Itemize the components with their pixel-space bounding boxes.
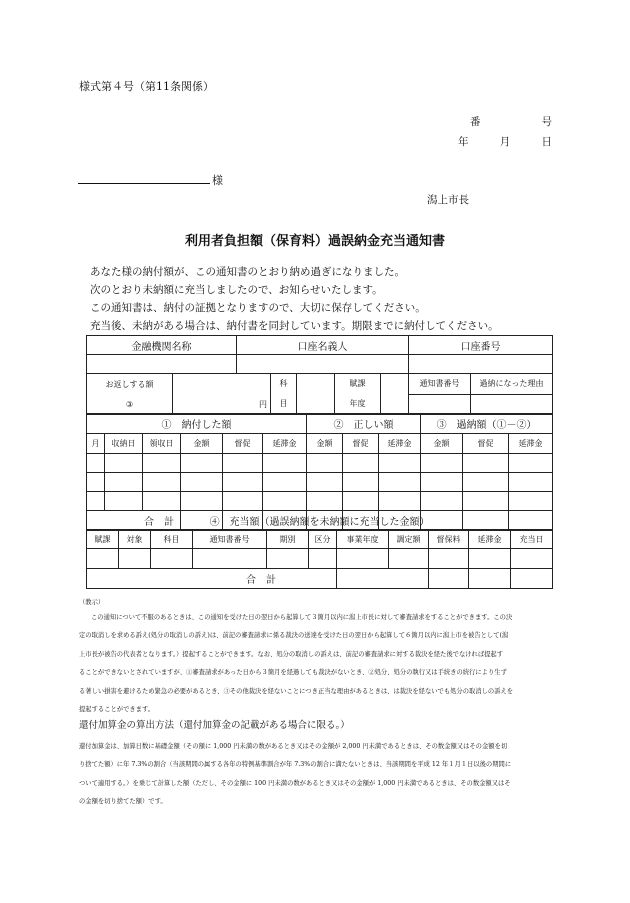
col-overpaid-amount: 金額	[421, 434, 463, 454]
subject-label	[271, 374, 297, 415]
overpaid-reason-cell	[471, 394, 553, 415]
appropriation-title: ④ 充当額（過誤納額を未納額に充当した金額）	[87, 511, 553, 531]
overpaid-reason-header: 過納になった理由	[471, 374, 553, 395]
body-line-2: 次のとおり未納額に充当しましたので、お知らせいたします。	[90, 284, 383, 296]
account-holder-cell	[237, 355, 409, 374]
fuka-label	[335, 374, 381, 415]
notice-number-header: 通知書番号	[409, 374, 471, 395]
account-number-header: 口座番号	[409, 336, 553, 355]
bank-name-header: 金融機関名称	[87, 336, 237, 355]
instruction-notes	[79, 597, 549, 719]
fuka-cell	[381, 374, 409, 415]
yen-label: 円	[259, 400, 267, 409]
col-category: 区分	[309, 531, 337, 549]
appropriation-table	[86, 510, 553, 589]
notes-line-1: この通知について不服のあるときは、この通知を受けた日の翌日から起算して３箇月以内に潟上市長に対して審査請求をすることができます。この決	[91, 614, 513, 621]
refund-circle-label: ③	[87, 394, 173, 415]
col-overpaid-late-fee: 延滞金	[509, 434, 553, 454]
interest-line-3: ついて適用する。）を乗じて計算した額（ただし、その金額に 100 円未満の数があるとき又はその金額が 1,000 円未満であるときは、その数金額又はそ	[79, 779, 511, 787]
addressee-suffix: 様	[212, 174, 223, 187]
notes-line-3: 上市長が被告の代表者となります。）提起することができます。なお、処分の取消しの訴えは、前記の審査請求に対する裁決を経た後でなければ提起す	[79, 650, 504, 658]
notes-label: （教示）	[79, 599, 105, 606]
refund-amount-label: お返しする額	[87, 374, 173, 395]
notice-number-cell	[409, 394, 471, 415]
interest-line-4: の金額を切り捨てた額）です。	[79, 798, 167, 806]
payment-total-label: 合 計	[87, 511, 181, 530]
col-paid-amount: 金額	[181, 434, 223, 454]
col-correct-amount: 金額	[307, 434, 343, 454]
col-overpaid-reminder: 督促	[463, 434, 509, 454]
refund-interest-heading: 還付加算金の算出方法（還付加算金の記載がある場合に限る。）	[79, 720, 350, 731]
col-insurance-fee: 督保料	[429, 531, 469, 549]
notes-line-4: ることができないとされていますが、①審査請求があった日から３箇月を経過しても裁決がないとき、②処分、処分の執行又は手続きの続行により生ず	[79, 669, 507, 677]
year-label: 年	[458, 136, 469, 148]
col-late-fee: 延滞金	[469, 531, 511, 549]
refund-amount-cell	[173, 374, 271, 415]
overpaid-amount-section: ③ 過納額（①－②）	[421, 414, 553, 434]
issuer-name: 潟上市長	[427, 194, 469, 206]
col-business-year: 事業年度	[337, 531, 389, 549]
fuka-text: 賦課	[349, 379, 366, 388]
subject-char-2: 目	[279, 399, 288, 408]
col-period: 期別	[267, 531, 309, 549]
col-paid-late-fee: 延滞金	[263, 434, 307, 454]
bank-table	[86, 335, 553, 374]
col-collection-date: 領収日	[143, 434, 181, 454]
addressee-line	[78, 183, 210, 184]
month-label: 月	[499, 136, 511, 148]
notes-line-6: 提起することができます。	[79, 706, 155, 714]
col-fuka: 賦課	[87, 531, 119, 549]
date-line	[458, 134, 552, 149]
body-line-4: 充当後、未納がある場合は、納付書を同封しています。期限までに納付してください。	[90, 320, 499, 332]
paid-amount-section: ① 納付した額	[87, 414, 307, 434]
appropriation-total-label: 合 計	[87, 569, 337, 589]
body-line-1: あなた様の納付額が、この通知書のとおり納め過ぎになりました。	[90, 266, 405, 278]
fiscal-year-text: 年度	[349, 399, 366, 408]
col-receipt-date: 収納日	[105, 434, 143, 454]
col-correct-late-fee: 延滞金	[379, 434, 421, 454]
col-appropriation-date: 充当日	[511, 531, 553, 549]
subject-cell	[297, 374, 335, 415]
col-target: 対象	[119, 531, 151, 549]
correct-amount-section: ② 正しい額	[307, 414, 421, 434]
day-label: 日	[541, 136, 552, 148]
body-line-3: この通知書は、納付の証拠となりますので、大切に保存してください。	[90, 302, 426, 314]
table-row	[87, 454, 553, 473]
page-title: 利用者負担額（保育料）過誤納金充当通知書	[184, 234, 445, 249]
col-subject: 科目	[151, 531, 193, 549]
form-number: 様式第４号（第11条関係）	[79, 80, 214, 93]
col-month: 月	[87, 434, 105, 454]
document-number-line	[470, 114, 552, 129]
refund-interest-notes	[79, 738, 549, 812]
number-suffix: 号	[541, 116, 552, 128]
col-paid-reminder: 督促	[223, 434, 263, 454]
col-correct-reminder: 督促	[343, 434, 379, 454]
interest-line-1: 還付加算金は、加算日数に基礎金額（その額に 1,000 円未満の数があるとき又はその金額が 2,000 円未満であるときは、その数金額又はその金額を切	[79, 743, 508, 750]
table-row	[87, 473, 553, 492]
table-row	[87, 549, 553, 569]
number-label: 番	[470, 116, 481, 128]
table-row	[87, 492, 553, 511]
interest-line-2: り捨てた額）に年 7.3%の割合（当該期間の属する各年の特例基準割合が年 7.3%の割合に満たないときは、当該期間を平成 12 年１月１日以後の期間に	[79, 761, 512, 769]
notes-line-2: 定の取消しを求める訴え(処分の取消しの訴え)は、前記の審査請求に係る裁決の送達を受けた日の翌日から起算して６箇月以内に潟上市を被告として(潟	[79, 632, 509, 640]
subject-char-1: 科	[279, 379, 288, 388]
bank-name-cell	[87, 355, 237, 374]
col-notice-number: 通知書番号	[193, 531, 267, 549]
col-assessed-amount: 調定額	[389, 531, 429, 549]
notes-line-5: る著しい損害を避けるため緊急の必要があるとき、③その他裁決を経ないことにつき正当な理由があるときは、は裁決を経ないでも処分の取消しの訴えを	[79, 687, 514, 695]
refund-table	[86, 373, 553, 415]
account-number-cell	[409, 355, 553, 374]
account-holder-header: 口座名義人	[237, 336, 409, 355]
